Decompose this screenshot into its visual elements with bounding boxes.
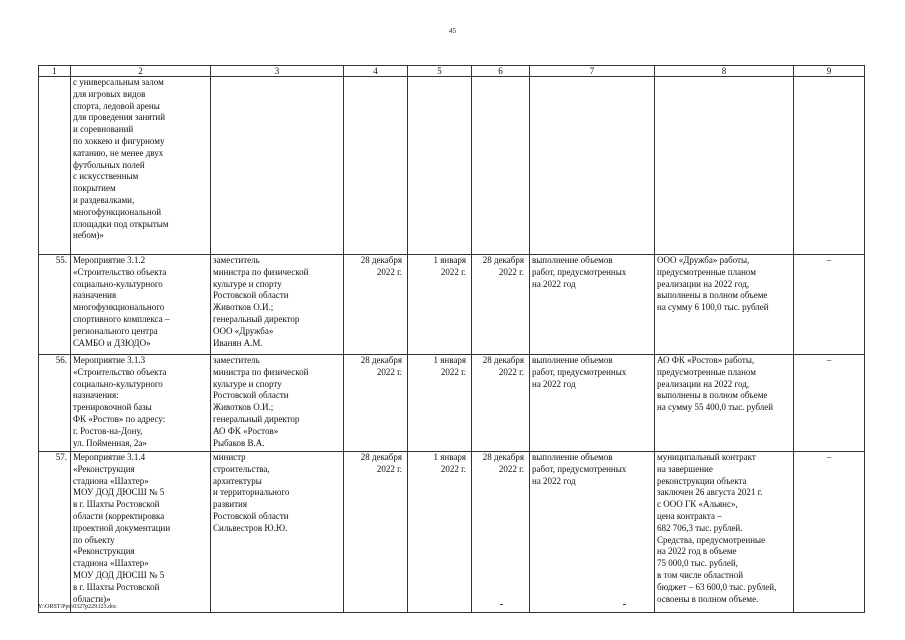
- page-number: 45: [449, 27, 456, 35]
- planned-end-date: 28 декабря 2022 г.: [344, 452, 408, 613]
- header-cell: 1: [39, 66, 71, 77]
- header-cell: 3: [211, 66, 344, 77]
- continuation-row: [39, 77, 865, 255]
- table-row: [39, 255, 865, 355]
- measures-table: [38, 65, 865, 613]
- actual-result: ООО «Дружба» работы, предусмотренные планом реализации на 2022 год, выполнены в полном объеме на сумму 6 100,0 тыс. рублей: [655, 255, 794, 355]
- header-cell: 2: [71, 66, 211, 77]
- actual-start-date: 1 января 2022 г.: [408, 255, 472, 355]
- deviation-reason: –: [794, 452, 865, 613]
- table-row: [39, 452, 865, 613]
- header-cell: 4: [344, 66, 408, 77]
- planned-result: выполнение объемов работ, предусмотренных на 2022 год: [530, 255, 655, 355]
- measure-name: Мероприятие 3.1.4 «Реконструкция стадиона «Шахтер» МОУ ДОД ДЮСШ № 5 в г. Шахты Ростовской области (корректировка проектной документации по объекту «Реконструкция стадиона «Шахтер» МОУ ДОД ДЮСШ № 5 в г. Шахты Ростовской области)»: [71, 452, 211, 613]
- header-cell: 5: [408, 66, 472, 77]
- actual-end-date: 28 декабря 2022 г.: [472, 452, 530, 613]
- responsible: министр строительства, архитектуры и территориального развития Ростовской области Сильвестров Ю.Ю.: [211, 452, 344, 613]
- deviation-reason: –: [794, 355, 865, 452]
- row-number: 56.: [39, 355, 71, 452]
- planned-result: выполнение объемов работ, предусмотренных на 2022 год: [530, 452, 655, 613]
- row-number: [39, 77, 71, 255]
- actual-end-date: 28 декабря 2022 г.: [472, 355, 530, 452]
- row-number: 55.: [39, 255, 71, 355]
- planned-end-date: 28 декабря 2022 г.: [344, 255, 408, 355]
- measure-name: с универсальным залом для игровых видов спорта, ледовой арены для проведения занятий и соревнований по хоккею и фигурному катанию, не менее двух футбольных полей с искусственным покрытием и раздевалками, многофункциональной площадки под открытым небом)»: [71, 77, 211, 255]
- measure-name: Мероприятие 3.1.3 «Строительство объекта социально-культурного назначения: тренировочной базы ФК «Ростов» по адресу: г. Ростов-на-Дону, ул. Пойменная, 2а»: [71, 355, 211, 452]
- cell: [344, 77, 408, 255]
- header-cell: 6: [472, 66, 530, 77]
- actual-result: АО ФК «Ростов» работы, предусмотренные планом реализации на 2022 год, выполнены в полном объеме на сумму 55 400,0 тыс. рублей: [655, 355, 794, 452]
- footer-mark: [500, 604, 503, 605]
- header-cell: 8: [655, 66, 794, 77]
- planned-end-date: 28 декабря 2022 г.: [344, 355, 408, 452]
- actual-result: муниципальный контракт на завершение реконструкции объекта заключен 26 августа 2021 г. с ООО ГК «Альянс», цена контракта – 682 706,3 тыс. рублей. Средства, предусмотренные на 2022 год в объеме 75 000,0 тыс. рублей, в том числе областной бюджет – 63 600,0 тыс. рублей, освоены в полном объеме.: [655, 452, 794, 613]
- header-row: [39, 66, 865, 77]
- planned-result: выполнение объемов работ, предусмотренных на 2022 год: [530, 355, 655, 452]
- responsible: заместитель министра по физической культуре и спорту Ростовской области Животков О.И.; генеральный директор ООО «Дружба» Иванян А.М.: [211, 255, 344, 355]
- actual-start-date: 1 января 2022 г.: [408, 452, 472, 613]
- cell: [408, 77, 472, 255]
- actual-start-date: 1 января 2022 г.: [408, 355, 472, 452]
- measure-name: Мероприятие 3.1.2 «Строительство объекта социально-культурного назначения многофункционального спортивного комплекса – регионального центра САМБО и ДЗЮДО»: [71, 255, 211, 355]
- footer-mark: [623, 604, 626, 605]
- actual-end-date: 28 декабря 2022 г.: [472, 255, 530, 355]
- cell: [655, 77, 794, 255]
- cell: [472, 77, 530, 255]
- responsible: заместитель министра по физической культуре и спорту Ростовской области Животков О.И.; генеральный директор АО ФК «Ростов» Рыбаков В.А.: [211, 355, 344, 452]
- table-row: [39, 355, 865, 452]
- header-cell: 9: [794, 66, 865, 77]
- row-number: 57.: [39, 452, 71, 613]
- cell: [794, 77, 865, 255]
- deviation-reason: –: [794, 255, 865, 355]
- file-path-footer: Y:\ORST\Ppo\0327p229.f23.doc: [38, 604, 117, 610]
- header-cell: 7: [530, 66, 655, 77]
- cell: [530, 77, 655, 255]
- responsible: [211, 77, 344, 255]
